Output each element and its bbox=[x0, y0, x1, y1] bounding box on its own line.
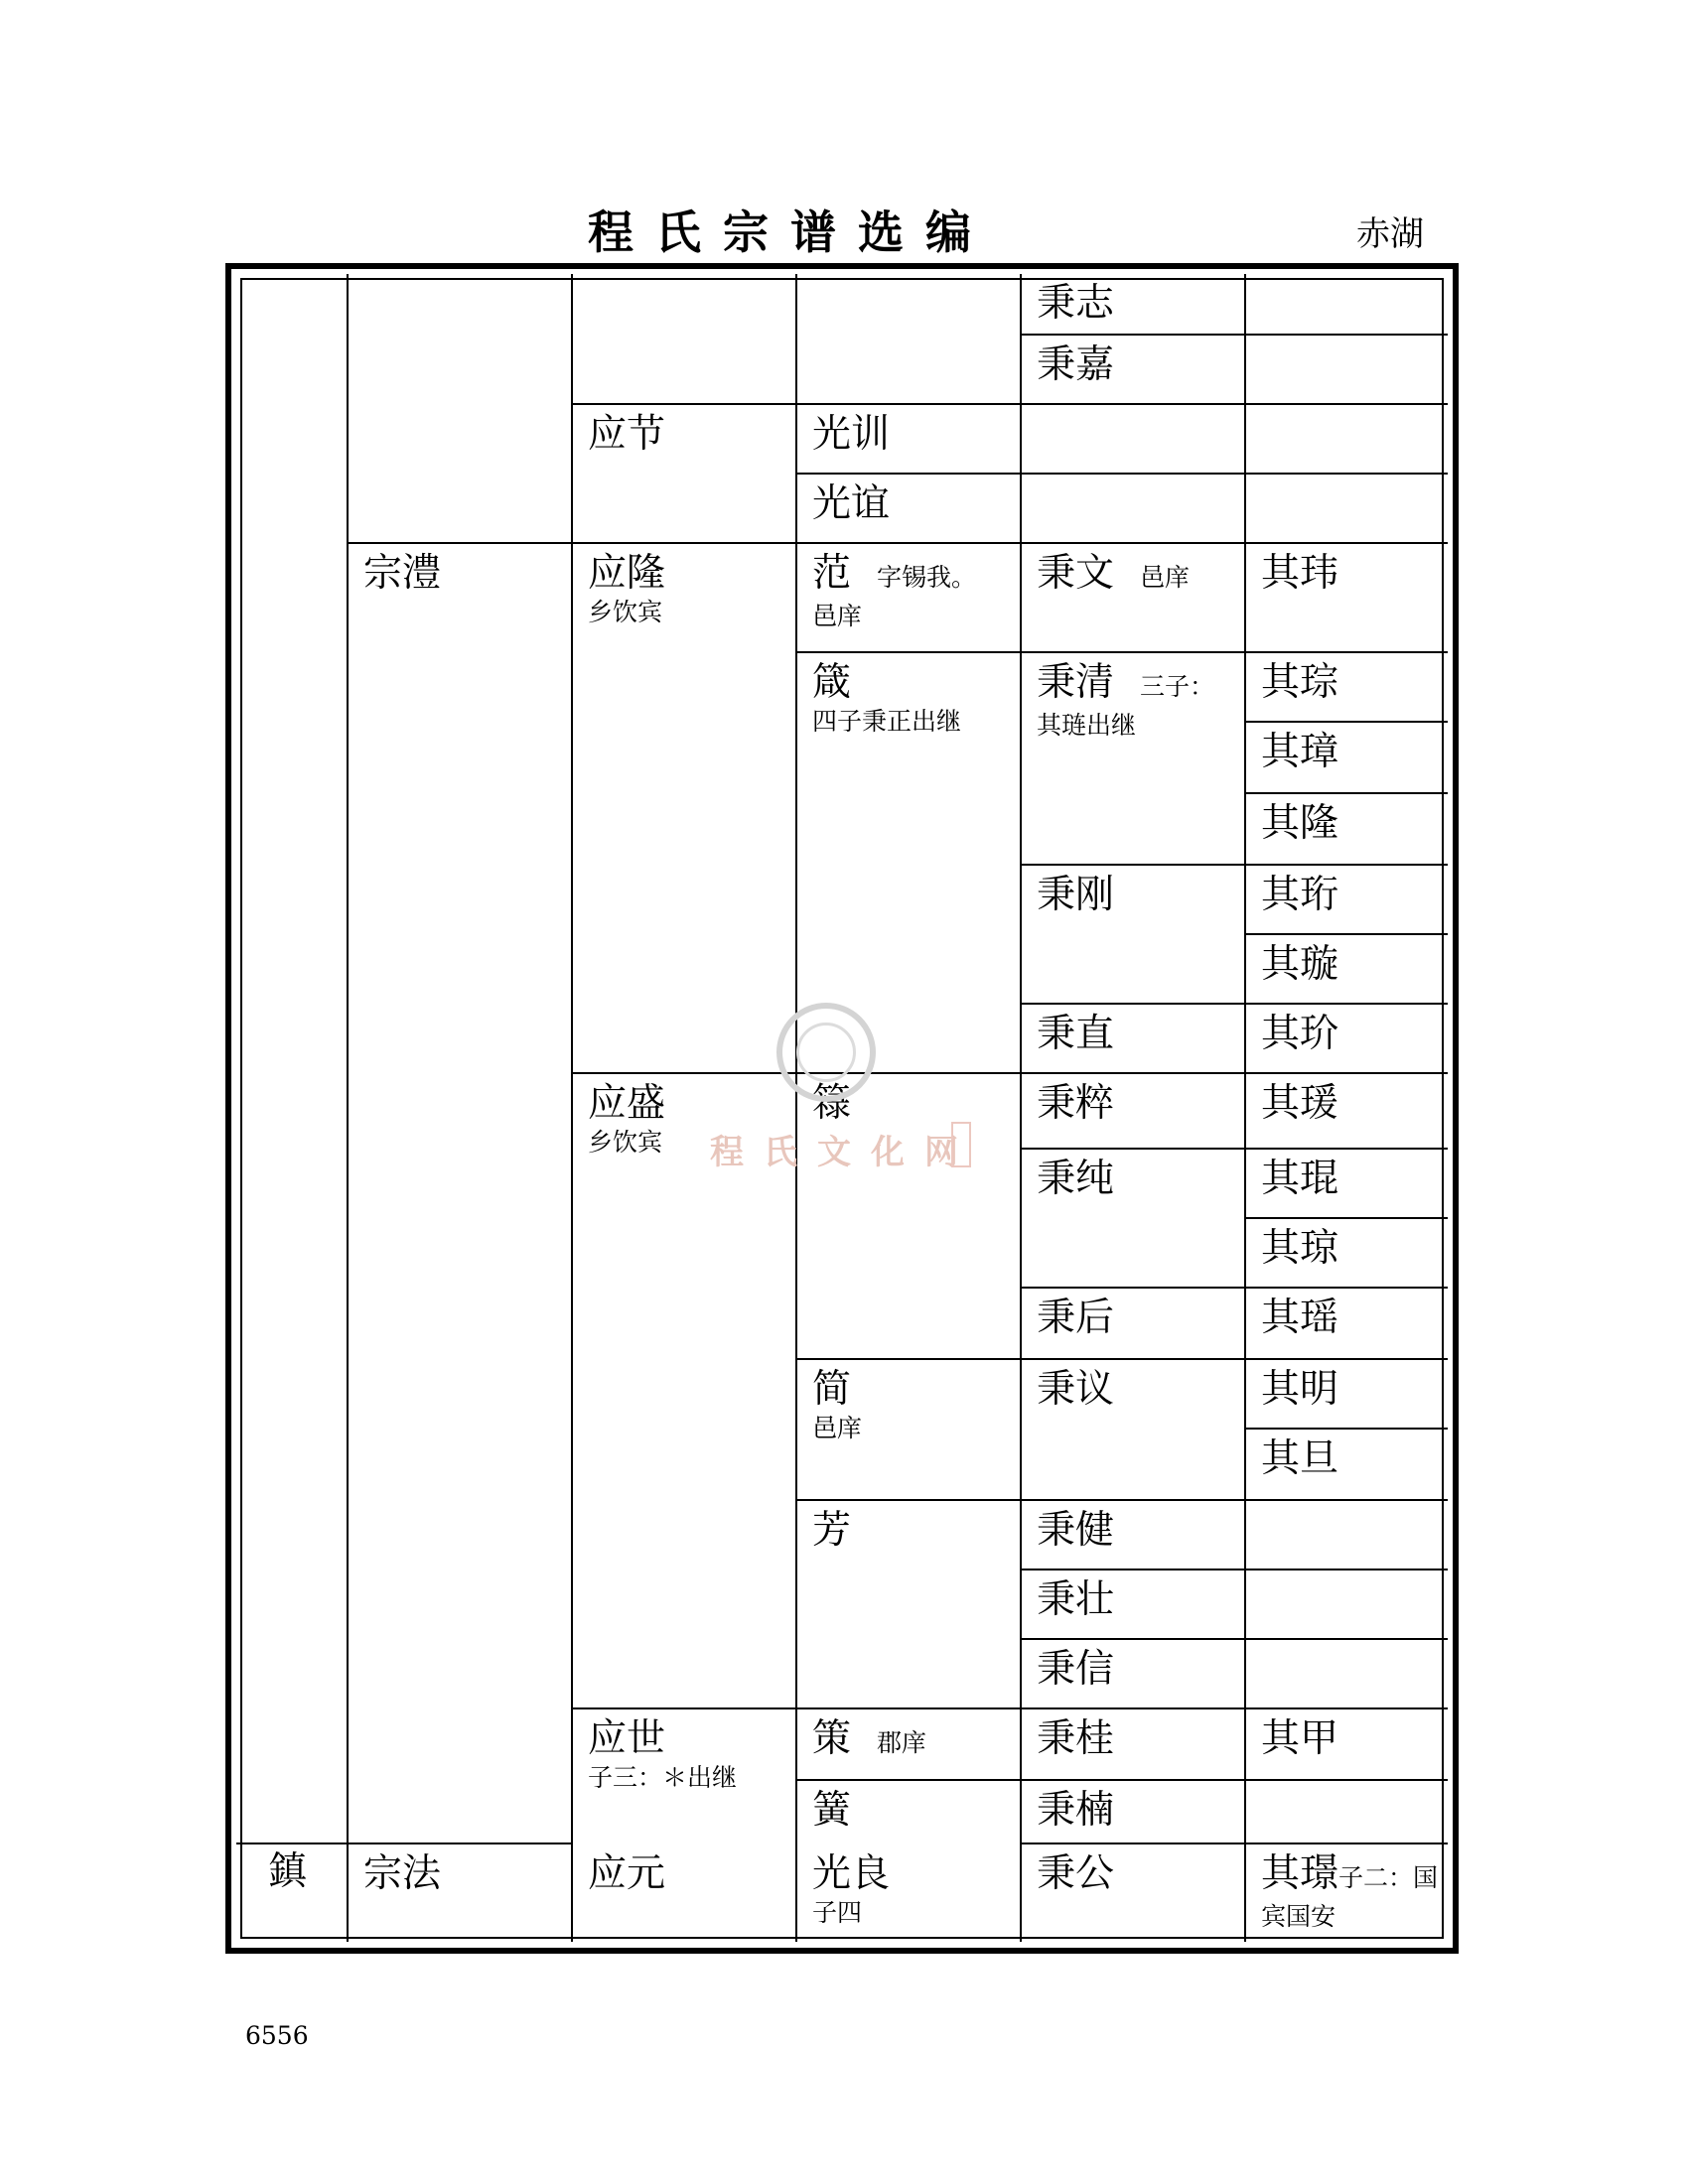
entry-cell bbox=[349, 544, 571, 596]
watermark-seal-icon bbox=[776, 1003, 876, 1102]
person-name: 范 bbox=[812, 551, 852, 596]
entry-cell bbox=[1022, 1289, 1244, 1340]
entry-cell bbox=[1022, 1640, 1244, 1692]
person-name: 其瑗 bbox=[1261, 1081, 1339, 1126]
person-note: 子三：＊出继 bbox=[588, 1763, 738, 1792]
entry-cell bbox=[797, 544, 1020, 633]
entry-cell bbox=[573, 1709, 795, 1795]
entry-cell bbox=[1022, 1360, 1244, 1412]
entry-cell bbox=[1246, 544, 1445, 596]
person-name: 秉信 bbox=[1037, 1647, 1115, 1692]
person-note: 四子秉正出继 bbox=[812, 707, 962, 736]
entry-cell bbox=[1246, 866, 1445, 917]
entry-cell bbox=[1022, 1005, 1244, 1056]
entry-cell bbox=[1022, 1781, 1244, 1833]
entry-cell bbox=[573, 405, 795, 457]
person-note: 子四 bbox=[812, 1898, 863, 1927]
person-name: 其旦 bbox=[1261, 1436, 1339, 1481]
person-name: 应盛 bbox=[588, 1081, 666, 1126]
entry-cell bbox=[1246, 1005, 1445, 1056]
person-name: 应元 bbox=[588, 1851, 666, 1896]
person-name: 策 bbox=[812, 1716, 852, 1761]
person-name: 秉志 bbox=[1037, 281, 1115, 326]
person-note: 乡饮宾 bbox=[588, 598, 663, 626]
entry-cell bbox=[1022, 866, 1244, 917]
entry-cell bbox=[1022, 1501, 1244, 1553]
person-note: 子二：国 bbox=[1338, 1863, 1439, 1892]
person-name: 应世 bbox=[588, 1716, 666, 1761]
entry-cell bbox=[1246, 653, 1445, 705]
person-name: 光良 bbox=[812, 1851, 891, 1896]
person-name: 秉嘉 bbox=[1037, 342, 1115, 387]
entry-cell bbox=[1022, 1074, 1244, 1126]
entry-cell bbox=[1246, 1289, 1445, 1340]
entry-cell bbox=[797, 1501, 1020, 1553]
person-note: 乡饮宾 bbox=[588, 1128, 663, 1157]
entry-cell bbox=[1246, 1219, 1445, 1271]
entry-cell bbox=[1022, 1709, 1244, 1761]
person-name: 其璋 bbox=[1261, 730, 1339, 774]
entry-cell bbox=[797, 1844, 1020, 1930]
entry-cell bbox=[349, 1844, 571, 1896]
entry-cell bbox=[573, 544, 795, 629]
person-note: 郡庠 bbox=[877, 1728, 927, 1757]
person-name: 秉公 bbox=[1037, 1851, 1115, 1896]
entry-cell bbox=[1246, 794, 1445, 846]
place-name: 赤湖 bbox=[1356, 214, 1424, 254]
entry-cell bbox=[1246, 935, 1445, 987]
entry-cell bbox=[797, 1360, 1020, 1445]
person-name: 其玮 bbox=[1261, 551, 1339, 596]
person-name: 箴 bbox=[812, 660, 852, 705]
entry-cell bbox=[1246, 1360, 1445, 1412]
person-name: 其琼 bbox=[1261, 1226, 1339, 1271]
entry-cell bbox=[573, 1844, 795, 1896]
person-name: 秉纯 bbox=[1037, 1157, 1115, 1201]
person-name: 应节 bbox=[588, 412, 666, 457]
person-name: 秉议 bbox=[1037, 1367, 1115, 1412]
entry-cell bbox=[797, 1781, 1020, 1833]
entry-cell bbox=[1246, 723, 1445, 774]
entry-cell bbox=[1022, 544, 1244, 600]
watermark-small-seal-icon bbox=[951, 1122, 971, 1167]
person-name: 秉健 bbox=[1037, 1508, 1115, 1553]
entry-cell bbox=[1022, 1150, 1244, 1201]
person-note: 邑庠 bbox=[812, 1414, 863, 1442]
person-name: 秉直 bbox=[1037, 1012, 1115, 1056]
entry-cell bbox=[1246, 1074, 1445, 1126]
person-name: 应隆 bbox=[588, 551, 666, 596]
entry-cell bbox=[1022, 653, 1244, 743]
entry-cell bbox=[1022, 1570, 1244, 1622]
page-number: 6556 bbox=[245, 2021, 309, 2050]
person-note: 其琏出继 bbox=[1037, 711, 1137, 740]
person-name: 秉刚 bbox=[1037, 873, 1115, 917]
person-name: 其琮 bbox=[1261, 660, 1339, 705]
entry-cell bbox=[238, 1844, 346, 1894]
entry-cell bbox=[1246, 1430, 1445, 1481]
person-name: 光训 bbox=[812, 412, 891, 457]
entry-cell bbox=[1246, 1844, 1445, 1934]
person-name: 其珩 bbox=[1261, 873, 1339, 917]
person-name: 宗法 bbox=[363, 1851, 442, 1896]
person-name: 秉后 bbox=[1037, 1296, 1115, 1340]
page-title: 程氏宗谱选编 bbox=[588, 205, 993, 259]
person-name: 其瑶 bbox=[1261, 1296, 1339, 1340]
entry-cell bbox=[1022, 274, 1244, 326]
entry-cell bbox=[797, 1709, 1020, 1765]
entry-cell bbox=[797, 653, 1020, 739]
person-note: 字锡我。 bbox=[877, 563, 977, 592]
person-name: 秉粹 bbox=[1037, 1081, 1115, 1126]
person-note: 邑庠 bbox=[812, 602, 863, 630]
person-name: 其琨 bbox=[1261, 1157, 1339, 1201]
person-name: 秉清 bbox=[1037, 660, 1115, 705]
person-name: 簧 bbox=[812, 1788, 852, 1833]
person-name: 秉壮 bbox=[1037, 1577, 1115, 1622]
watermark-text: 程氏文化网 bbox=[710, 1133, 978, 1172]
person-note: 宾国安 bbox=[1261, 1902, 1336, 1931]
person-name: 其隆 bbox=[1261, 801, 1339, 846]
person-name: 宗澧 bbox=[363, 551, 442, 596]
entry-cell bbox=[797, 475, 1020, 526]
person-name: 其璟 bbox=[1261, 1851, 1339, 1896]
person-name: 光谊 bbox=[812, 481, 891, 526]
person-name: 其玠 bbox=[1261, 1012, 1339, 1056]
person-name: 簶 bbox=[812, 1081, 852, 1126]
person-name: 其甲 bbox=[1261, 1716, 1339, 1761]
entry-cell bbox=[1246, 1709, 1445, 1761]
person-name: 秉楠 bbox=[1037, 1788, 1115, 1833]
person-name: 鎮 bbox=[268, 1849, 308, 1894]
entry-cell bbox=[1246, 1150, 1445, 1201]
person-name: 其明 bbox=[1261, 1367, 1339, 1412]
person-name: 秉桂 bbox=[1037, 1716, 1115, 1761]
entry-cell bbox=[1022, 336, 1244, 387]
person-note: 三子： bbox=[1140, 672, 1215, 701]
person-note: 邑庠 bbox=[1140, 563, 1191, 592]
person-name: 简 bbox=[812, 1367, 852, 1412]
person-name: 芳 bbox=[812, 1508, 852, 1553]
entry-cell bbox=[797, 405, 1020, 457]
person-name: 秉文 bbox=[1037, 551, 1115, 596]
person-name: 其璇 bbox=[1261, 942, 1339, 987]
entry-cell bbox=[1022, 1844, 1244, 1896]
